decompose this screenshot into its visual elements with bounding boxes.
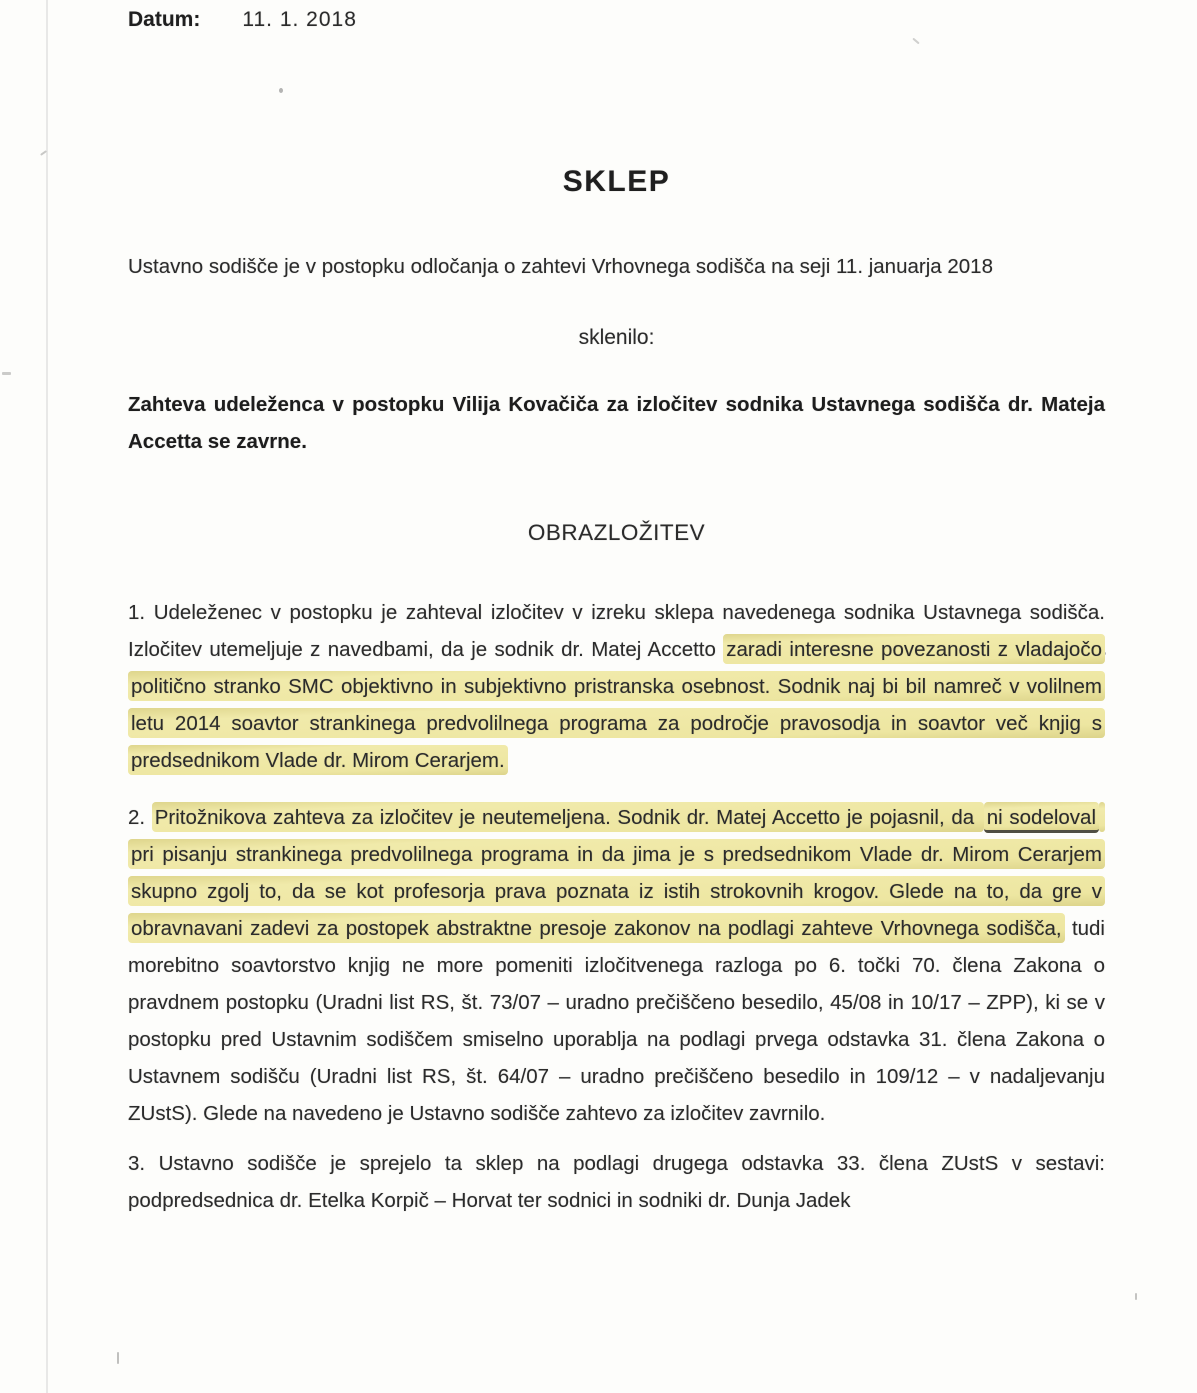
highlighted-text: zaradi interesne povezanosti z vladajočo politično stranko SMC objektivno in subjektivno pristranska osebnost. Sodnik naj bi bil namreč v volilnem letu 2014 soavtor strankinega predvolilnega programa za področje pravosodja in soavtor več knjig s predsednikom Vlade dr. Mirom Cerarjem. [128,634,1105,775]
highlighted-text: pri pisanju strankinega predvolilnega programa in da jima je s predsednikom Vlade dr. Mirom Cerarjem skupno zgolj to, da se kot profesorja prava poznata iz istih strokovnih krogov. Glede na to, da gre v obravnavani zadevi za postopek abstraktne presoje zakonov na podlagi zahteve Vrhovnega sodišča, [128,802,1105,943]
document-title: SKLEP [562,165,671,198]
scan-artifact [1135,1293,1137,1300]
date-value: 11. 1. 2018 [242,8,357,31]
scan-artifact [117,1352,119,1364]
date-row [128,6,1105,34]
sklenilo-heading: sklenilo: [578,326,655,349]
obrazlozitev-heading: OBRAZLOŽITEV [527,520,706,545]
highlighted-text: Pritožnikova zahteva za izločitev je neutemeljena. Sodnik dr. Matej Accetto je pojasnil, da [152,802,984,832]
date-label: Datum: [128,8,201,31]
decision-paragraph: Zahteva udeleženca v postopku Vilija Kovačiča za izločitev sodnika Ustavnega sodišča dr. Mateja Accetta se zavrne. [128,393,1105,453]
intro-paragraph: Ustavno sodišče je v postopku odločanja o zahtevi Vrhovnega sodišča na seji 11. januarja 2018 [128,255,993,278]
paragraph-3 [128,1145,1105,1219]
paragraph-1 [128,594,1105,779]
pen-underlined-text: ni sodeloval [984,802,1099,833]
body-text: tudi morebitno soavtorstvo knjig ne more pomeniti izločitvenega razloga po 6. točki 70. člena Zakona o pravdnem postopku (Uradni list RS, št. 73/07 – uradno prečiščeno besedilo, 45/08 in 10/17 – ZPP), ki se v postopku pred Ustavnim sodiščem smiselno uporablja na podlagi prvega odstavka 31. člena Zakona o Ustavnem sodišču (Uradni list RS, št. 64/07 – uradno prečiščeno besedilo in 109/12 – v nadaljevanju ZUstS). Glede na navedeno je Ustavno sodišče zahtevo za izločitev zavrnilo. [128,917,1105,1125]
paragraph-2 [128,799,1105,1132]
body-text: 3. Ustavno sodišče je sprejelo ta sklep na podlagi drugega odstavka 33. člena ZUstS v sestavi: podpredsednica dr. Etelka Korpič – Horvat ter sodnici in sodniki dr. Dunja Jadek [128,1152,1105,1212]
body-text: 2. [128,806,152,829]
body-text: 1. Udeleženec v postopku je zahteval izločitev v izreku sklepa navedenega sodnika Ustavnega sodišča. Izločitev utemeljuje z navedbami, da je sodnik dr. Matej Accetto [128,601,1105,661]
